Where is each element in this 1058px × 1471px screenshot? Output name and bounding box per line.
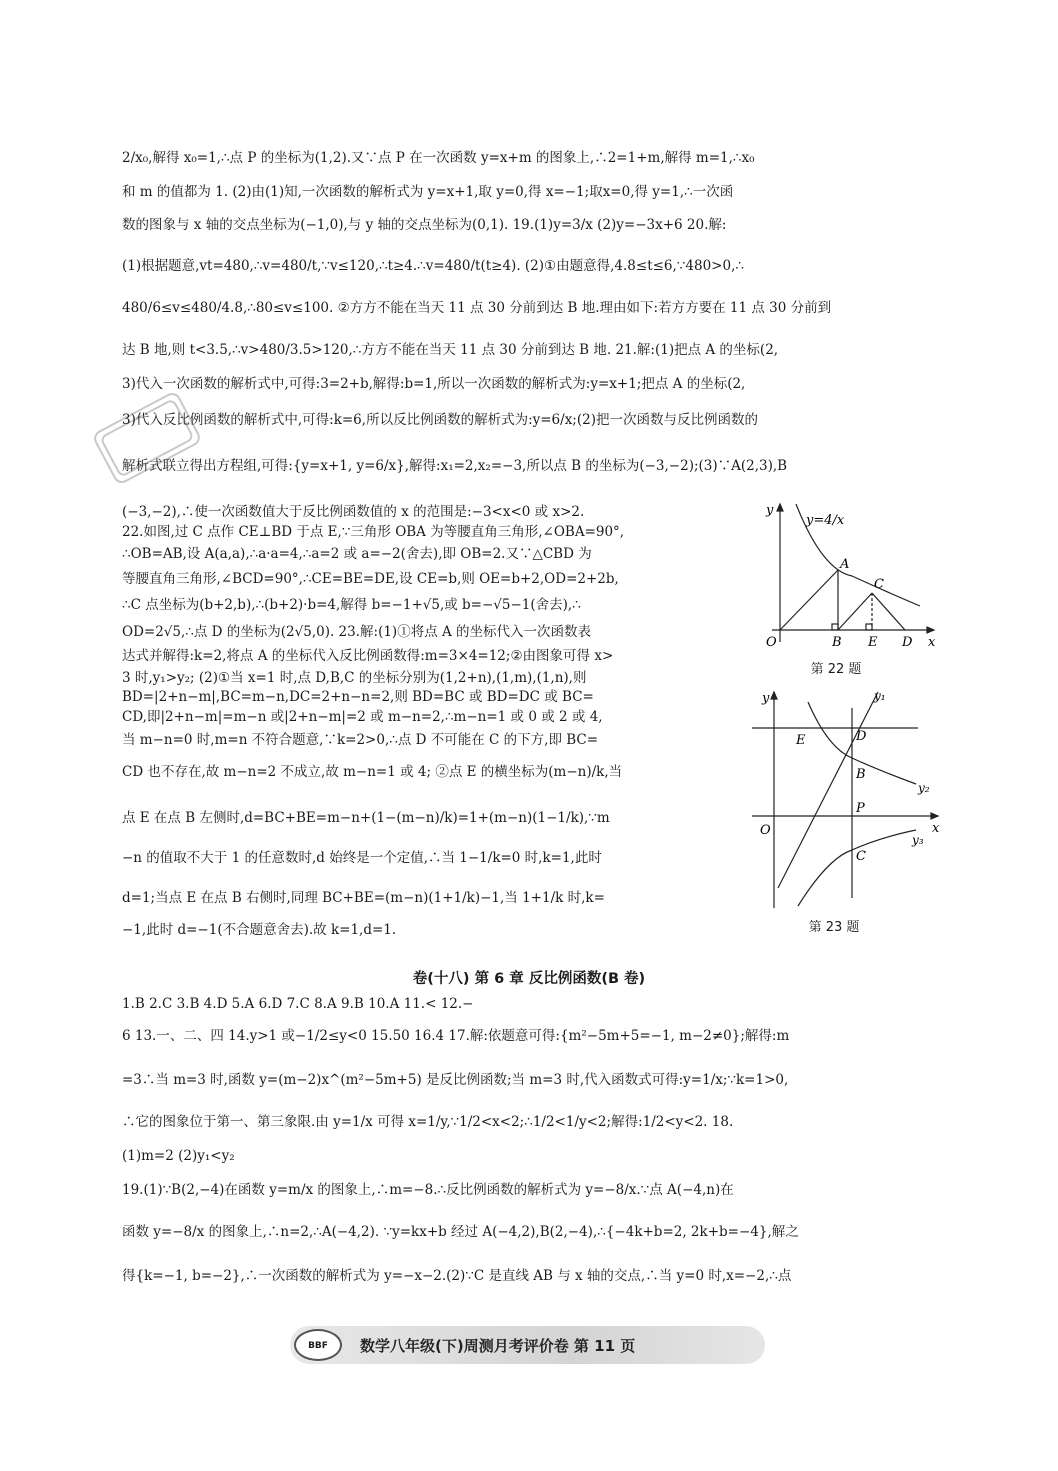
fig23-y1-label: y₁ [874,689,886,703]
fig22-func-label: y=4/x [806,513,845,528]
figure-23 [748,688,948,910]
text-line: 6 13.一、二、四 14.y>1 或−1/2≤y<0 15.50 16.4 17.解:依题意可得:{m²−5m+5=−1, m−2≠0};解得:m [122,1028,790,1044]
text-line: 19.(1)∵B(2,−4)在函数 y=m/x 的图象上,∴m=−8.∴反比例函数的解析式为 y=−8/x.∵点 A(−4,n)在 [122,1182,734,1198]
fig23-E-label: E [796,733,806,748]
text-line: OD=2√5,∴点 D 的坐标为(2√5,0). 23.解:(1)①将点 A 的坐标代入一次函数表 [122,624,592,640]
text-line: 得{k=−1, b=−2},∴一次函数的解析式为 y=−x−2.(2)∵C 是直线 AB 与 x 轴的交点,∴当 y=0 时,x=−2,∴点 [122,1268,792,1284]
text-line: 3)代入反比例函数的解析式中,可得:k=6,所以反比例函数的解析式为:y=6/x;(2)把一次函数与反比例函数的 [122,412,758,428]
text-line: 480/6≤v≤480/4.8,∴80≤v≤100. ②方方不能在当天 11 点 30 分前到达 B 地.理由如下:若方方要在 11 点 30 分前到 [122,300,832,316]
fig22-C-label: C [874,577,884,592]
fig23-D-label: D [856,729,867,744]
text-line: −1,此时 d=−1(不合题意舍去).故 k=1,d=1. [122,922,397,938]
text-line: 达 B 地,则 t<3.5,∴v>480/3.5>120,∴方方不能在当天 11 点 30 分前到达 B 地. 21.解:(1)把点 A 的坐标(2, [122,342,779,358]
fig23-C-label: C [856,849,866,864]
text-line: CD,即|2+n−m|=m−n 或|2+n−m|=2 或 m−n=2,∴m−n=1 或 0 或 2 或 4, [122,709,603,725]
text-line: (−3,−2),∴使一次函数值大于反比例函数值的 x 的范围是:−3<x<0 或 x>2. [122,504,585,520]
fig23-y-label: y [762,691,770,706]
fig23-caption: 第 23 题 [808,920,860,935]
publisher-logo: BBF [294,1329,342,1361]
text-line: 3)代入一次函数的解析式中,可得:3=2+b,解得:b=1,所以一次函数的解析式为:y=x+1;把点 A 的坐标(2, [122,376,746,392]
text-line: 达式并解得:k=2,将点 A 的坐标代入反比例函数得:m=3×4=12;②由图象可得 x> [122,648,614,664]
fig23-x-label: x [932,821,940,836]
text-line: d=1;当点 E 在点 B 右侧时,同理 BC+BE=(m−n)(1+1/k)−1,当 1+1/k 时,k= [122,890,605,906]
text-line: −n 的值取不大于 1 的任意数时,d 始终是一个定值,∴当 1−1/k=0 时,k=1,此时 [122,850,602,866]
figure-22 [762,500,942,650]
text-line: 3 时,y₁>y₂; (2)①当 x=1 时,点 D,B,C 的坐标分别为(1,2+n),(1,m),(1,n),则 [122,670,587,686]
fig22-D-label: D [902,635,913,650]
text-line: BD=|2+n−m|,BC=m−n,DC=2+n−n=2,则 BD=BC 或 BD=DC 或 BC= [122,689,594,705]
fig23-y2-label: y₂ [918,781,930,795]
fig22-y-label: y [766,503,774,518]
fig22-B-label: B [832,635,842,650]
fig23-y3-label: y₃ [912,833,924,847]
footer-band [290,1326,765,1364]
text-line: 点 E 在点 B 左侧时,d=BC+BE=m−n+(1−(m−n)/k)=1+(m−n)(1−1/k),∵m [122,810,610,826]
fig22-O-label: O [766,635,777,650]
fig23-P-label: P [856,801,865,816]
text-line: (1)m=2 (2)y₁<y₂ [122,1148,235,1164]
fig23-B-label: B [856,767,866,782]
fig22-x-label: x [928,635,936,650]
text-line: ∴C 点坐标为(b+2,b),∴(b+2)·b=4,解得 b=−1+√5,或 b=−√5−1(舍去),∴ [122,597,581,613]
text-line: =3∴当 m=3 时,函数 y=(m−2)x^(m²−5m+5) 是反比例函数;当 m=3 时,代入函数式可得:y=1/x;∵k=1>0, [122,1072,789,1088]
text-line: 当 m−n=0 时,m=n 不符合题意,∵k=2>0,∴点 D 不可能在 C 的下方,即 BC= [122,732,599,748]
text-line: ∴它的图象位于第一、第三象限.由 y=1/x 可得 x=1/y,∵1/2<x<2;∴1/2<1/y<2;解得:1/2<y<2. 18. [122,1114,734,1130]
text-line: 22.如图,过 C 点作 CE⊥BD 于点 E,∵三角形 OBA 为等腰直角三角形,∠OBA=90°, [122,524,625,540]
text-line: 解析式联立得出方程组,可得:{y=x+1, y=6/x},解得:x₁=2,x₂=−3,所以点 B 的坐标为(−3,−2);(3)∵A(2,3),B [122,458,788,474]
text-line: 和 m 的值都为 1. (2)由(1)知,一次函数的解析式为 y=x+1,取 y=0,得 x=−1;取x=0,得 y=1,∴一次函 [122,184,734,200]
fig23-O-label: O [760,823,771,838]
text-line: 1.B 2.C 3.B 4.D 5.A 6.D 7.C 8.A 9.B 10.A 11.< 12.− [122,996,474,1012]
text-line: 数的图象与 x 轴的交点坐标为(−1,0),与 y 轴的交点坐标为(0,1). 19.(1)y=3/x (2)y=−3x+6 20.解: [122,217,727,233]
footer-title: 数学八年级(下)周测月考评价卷 第 11 页 [360,1337,636,1355]
text-line: 2/x₀,解得 x₀=1,∴点 P 的坐标为(1,2).又∵点 P 在一次函数 y=x+m 的图象上,∴2=1+m,解得 m=1,∴x₀ [122,150,755,166]
section-title: 卷(十八) 第 6 章 反比例函数(B 卷) [412,971,646,987]
text-line: (1)根据题意,vt=480,∴v=480/t,∵v≤120,∴t≥4.∴v=480/t(t≥4). (2)①由题意得,4.8≤t≤6,∵480>0,∴ [122,258,744,274]
fig22-A-label: A [840,557,850,572]
text-line: CD 也不存在,故 m−n=2 不成立,故 m−n=1 或 4; ②点 E 的横坐标为(m−n)/k,当 [122,764,623,780]
fig22-E-label: E [868,635,878,650]
text-line: ∴OB=AB,设 A(a,a),∴a·a=4,∴a=2 或 a=−2(舍去),即 OB=2.又∵△CBD 为 [122,546,592,562]
text-line: 等腰直角三角形,∠BCD=90°,∴CE=BE=DE,设 CE=b,则 OE=b+2,OD=2+2b, [122,571,619,587]
text-line: 函数 y=−8/x 的图象上,∴n=2,∴A(−4,2). ∵y=kx+b 经过 A(−4,2),B(2,−4),∴{−4k+b=2, 2k+b=−4},解之 [122,1224,799,1240]
fig22-caption: 第 22 题 [810,662,862,677]
